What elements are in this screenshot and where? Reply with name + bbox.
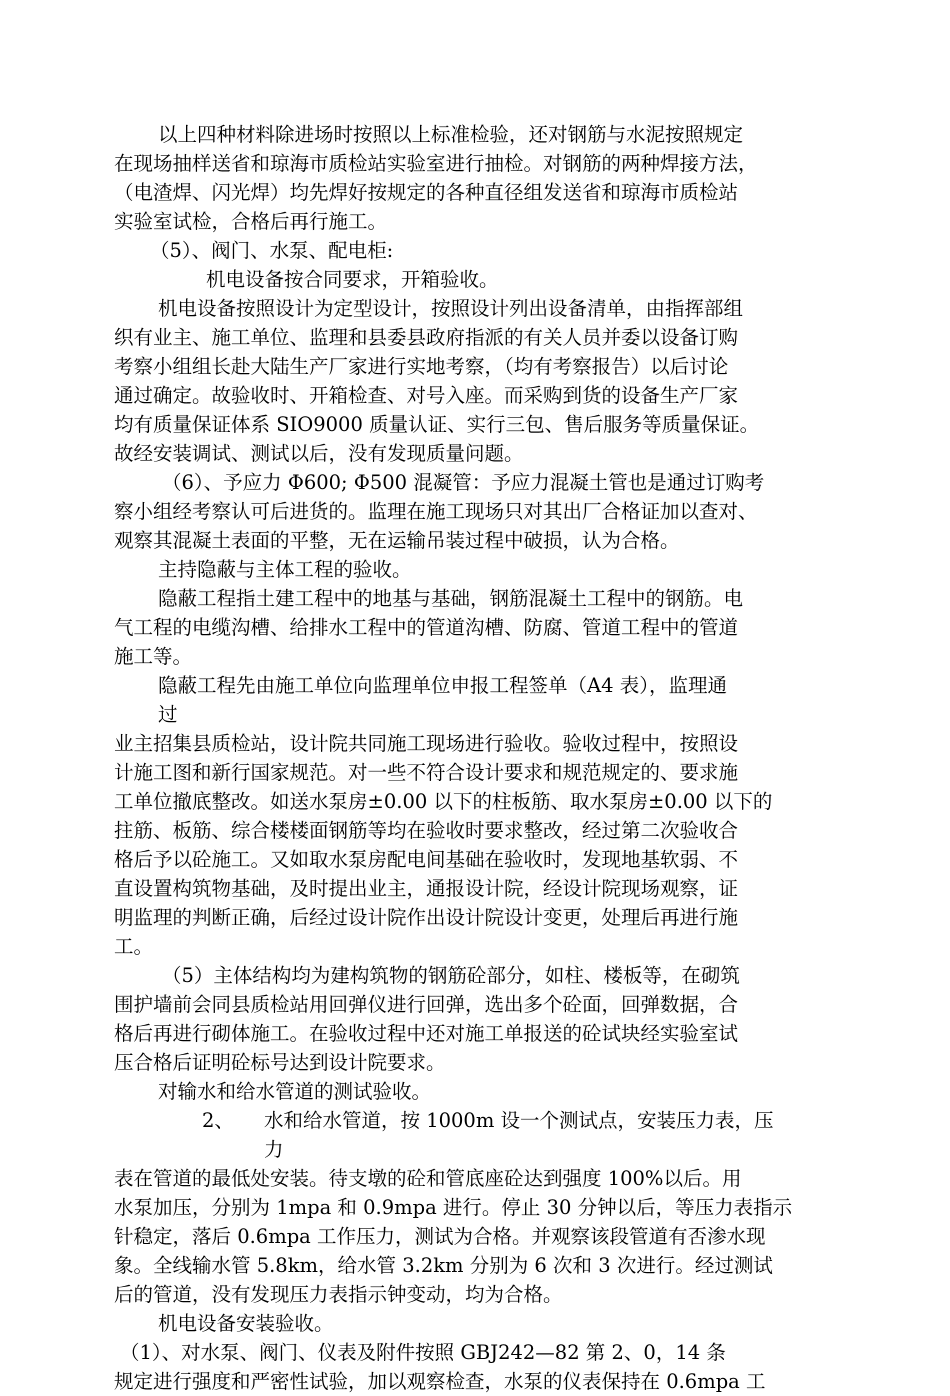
text-line: 围护墙前会同县质检站用回弹仪进行回弹，选出多个砼面，回弹数据，合 (114, 993, 739, 1016)
document-body (114, 120, 836, 1396)
item-text: 水和给水管道，按 1000m 设一个测试点，安装压力表，压 (264, 1109, 774, 1132)
text-line: 直设置构筑物基础，及时提出业主，通报设计院，经设计院现场观察，证 (114, 877, 739, 900)
text-line: 压合格后证明砼标号达到设计院要求。 (114, 1051, 446, 1074)
text-line: 拄筋、板筋、综合楼楼面钢筋等均在验收时要求整改，经过第二次验收合 (114, 819, 739, 842)
text-line: 以上四种材料除进场时按照以上标准检验，还对钢筋与水泥按照规定 (158, 123, 744, 146)
text-line: 在现场抽样送省和琼海市质检站实验室进行抽检。对钢筋的两种焊接方法， (114, 152, 758, 175)
text-line: 隐蔽工程指土建工程中的地基与基础，钢筋混凝土工程中的钢筋。电 (158, 587, 744, 610)
text-line: 水泵加压，分别为 1mpa 和 0.9mpa 进行。停止 30 分钟以后，等压力表指示 (114, 1196, 793, 1219)
text-line: 业主招集县质检站，设计院共同施工现场进行验收。验收过程中，按照设 (114, 732, 739, 755)
text-line: 针稳定，落后 0.6mpa 工作压力，测试为合格。并观察该段管道有否渗水现 (114, 1225, 766, 1248)
text-line: 故经安装调试、测试以后，没有发现质量问题。 (114, 442, 524, 465)
section-heading: （1）、对水泵、阀门、仪表及附件按照 GBJ242—82 第 2、0，14 条 (120, 1341, 726, 1364)
text-line: 象。全线输水管 5.8km，给水管 3.2km 分别为 6 次和 3 次进行。经过测试 (114, 1254, 773, 1277)
text-line: 察小组经考察认可后进货的。监理在施工现场只对其出厂合格证加以查对、 (114, 500, 758, 523)
text-line: 实验室试检，合格后再行施工。 (114, 210, 388, 233)
item-number: 2、 (202, 1109, 234, 1132)
text-line: 过 (158, 703, 178, 726)
text-line: 通过确定。故验收时、开箱检查、对号入座。而采购到货的设备生产厂家 (114, 384, 739, 407)
numbered-item (114, 1106, 836, 1135)
text-line: 表在管道的最低处安装。待支墩的砼和管底座砼达到强度 100%以后。用 (114, 1167, 742, 1190)
text-line: 格后再进行砌体施工。在验收过程中还对施工单报送的砼试块经实验室试 (114, 1022, 739, 1045)
text-line: 气工程的电缆沟槽、给排水工程中的管道沟槽、防腐、管道工程中的管道 (114, 616, 739, 639)
section-heading: 对输水和给水管道的测试验收。 (158, 1080, 432, 1103)
text-line: 格后予以砼施工。又如取水泵房配电间基础在验收时，发现地基软弱、不 (114, 848, 739, 871)
text-line: 考察小组组长赴大陆生产厂家进行实地考察，（均有考察报告）以后讨论 (114, 355, 729, 378)
section-heading: （5）、阀门、水泵、配电柜: (150, 239, 394, 262)
text-line: 力 (264, 1138, 284, 1161)
text-line: 观察其混凝土表面的平整，无在运输吊装过程中破损，认为合格。 (114, 529, 680, 552)
text-line: 织有业主、施工单位、监理和县委县政府指派的有关人员并委以设备订购 (114, 326, 739, 349)
text-line: 隐蔽工程先由施工单位向监理单位申报工程签单（A4 表），监理通 (158, 674, 727, 697)
text-line: 计施工图和新行国家规范。对一些不符合设计要求和规范规定的、要求施 (114, 761, 739, 784)
text-line: 工。 (114, 935, 154, 958)
text-line: （电渣焊、闪光焊）均先焊好按规定的各种直径组发送省和琼海市质检站 (114, 181, 739, 204)
section-heading: 主持隐蔽与主体工程的验收。 (158, 558, 412, 581)
text-line: 机电设备按合同要求，开箱验收。 (206, 268, 499, 291)
text-line: 施工等。 (114, 645, 193, 668)
text-line: 机电设备按照设计为定型设计，按照设计列出设备清单，由指挥部组 (158, 297, 744, 320)
text-line: 规定进行强度和严密性试验，加以观察检查，水泵的仪表保持在 0.6mpa 工 (114, 1370, 766, 1393)
text-line: 工单位撤底整改。如送水泵房±0.00 以下的柱板筋、取水泵房±0.00 以下的 (114, 790, 773, 813)
section-heading: （6）、予应力 Φ600; Φ500 混凝管：予应力混凝土管也是通过订购考 (162, 471, 765, 494)
text-line: 均有质量保证体系 SIO9000 质量认证、实行三包、售后服务等质量保证。 (114, 413, 760, 436)
text-line: 明监理的判断正确，后经过设计院作出设计院设计变更，处理后再进行施 (114, 906, 739, 929)
section-heading: （5）主体结构均为建构筑物的钢筋砼部分，如柱、楼板等，在砌筑 (162, 964, 740, 987)
text-line: 后的管道，没有发现压力表指示钟变动，均为合格。 (114, 1283, 563, 1306)
section-heading: 机电设备安装验收。 (158, 1312, 334, 1335)
